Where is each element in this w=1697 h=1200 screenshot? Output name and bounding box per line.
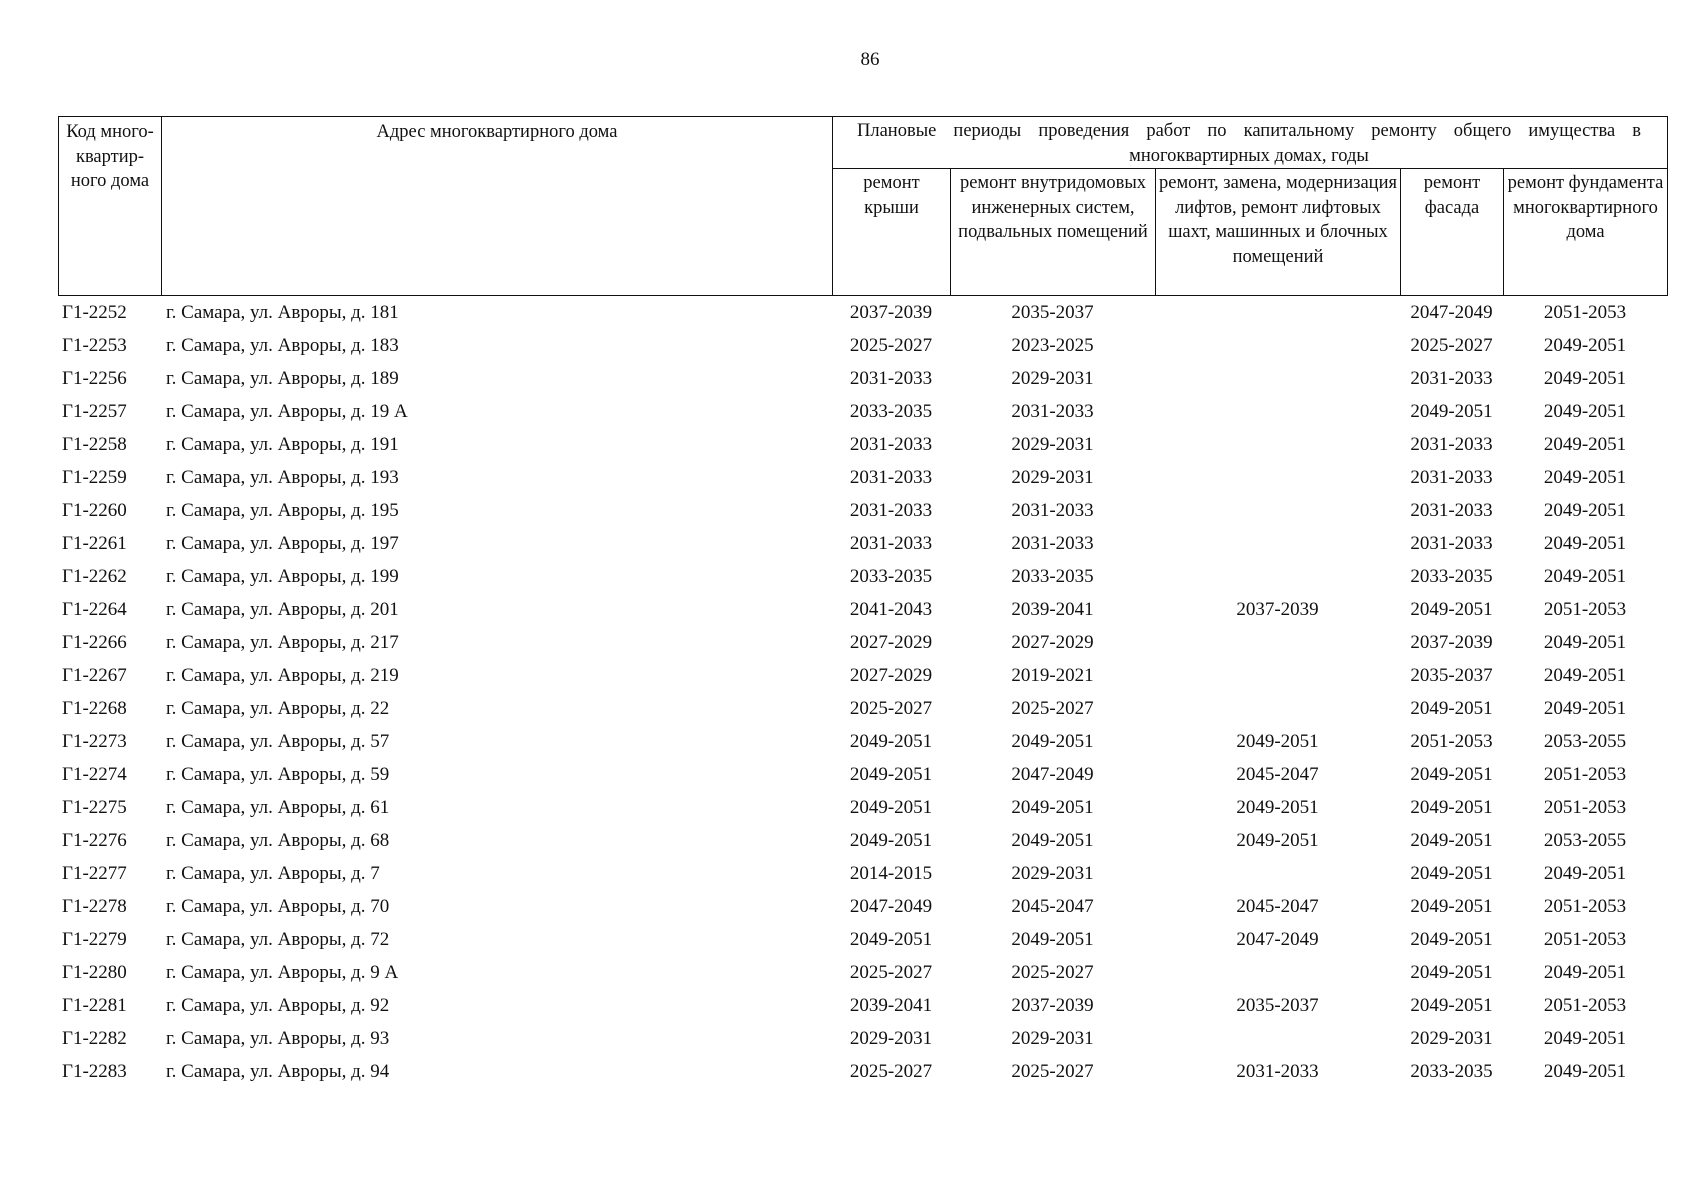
cell-foundation: 2049-2051 bbox=[1543, 367, 1627, 389]
cell-code: Г1-2258 bbox=[62, 433, 127, 455]
cell-elevators: 2049-2051 bbox=[1236, 730, 1319, 752]
cell-engineering: 2037-2039 bbox=[1011, 994, 1094, 1016]
cell-address: г. Самара, ул. Авроры, д. 181 bbox=[166, 301, 399, 323]
cell-address: г. Самара, ул. Авроры, д. 191 bbox=[166, 433, 399, 455]
cell-foundation: 2051-2053 bbox=[1543, 796, 1627, 818]
cell-address: г. Самара, ул. Авроры, д. 61 bbox=[166, 796, 390, 818]
cell-elevators bbox=[1155, 428, 1400, 461]
cell-address: г. Самара, ул. Авроры, д. 22 bbox=[166, 697, 390, 719]
cell-address: г. Самара, ул. Авроры, д. 57 bbox=[166, 730, 390, 752]
page-number: 86 bbox=[860, 49, 880, 70]
cell-engineering: 2029-2031 bbox=[1011, 1027, 1094, 1049]
cell-elevators bbox=[1155, 494, 1400, 527]
cell-foundation: 2049-2051 bbox=[1543, 961, 1627, 983]
cell-elevators bbox=[1155, 329, 1400, 362]
table-row bbox=[58, 857, 1667, 890]
cell-address: г. Самара, ул. Авроры, д. 93 bbox=[166, 1027, 390, 1049]
cell-roof: 2031-2033 bbox=[849, 367, 933, 389]
cell-code: Г1-2279 bbox=[62, 928, 127, 950]
cell-engineering: 2031-2033 bbox=[1011, 499, 1094, 521]
cell-roof: 2025-2027 bbox=[849, 697, 933, 719]
cell-address: г. Самара, ул. Авроры, д. 217 bbox=[166, 631, 399, 653]
cell-elevators bbox=[1155, 1022, 1400, 1055]
cell-facade: 2029-2031 bbox=[1410, 1027, 1493, 1049]
cell-foundation: 2053-2055 bbox=[1543, 829, 1627, 851]
cell-roof: 2031-2033 bbox=[849, 466, 933, 488]
cell-engineering: 2047-2049 bbox=[1011, 763, 1094, 785]
cell-facade: 2025-2027 bbox=[1410, 334, 1493, 356]
table-row bbox=[58, 989, 1667, 1022]
cell-elevators bbox=[1155, 527, 1400, 560]
cell-roof: 2049-2051 bbox=[849, 763, 933, 785]
cell-elevators: 2035-2037 bbox=[1236, 994, 1319, 1016]
cell-engineering: 2039-2041 bbox=[1011, 598, 1094, 620]
header-address: Адрес многоквартирного дома bbox=[162, 117, 833, 296]
cell-facade: 2037-2039 bbox=[1410, 631, 1493, 653]
cell-elevators bbox=[1155, 395, 1400, 428]
table-row bbox=[58, 692, 1667, 725]
cell-address: г. Самара, ул. Авроры, д. 68 bbox=[166, 829, 390, 851]
cell-engineering: 2031-2033 bbox=[1011, 400, 1094, 422]
cell-elevators: 2045-2047 bbox=[1236, 895, 1319, 917]
cell-code: Г1-2259 bbox=[62, 466, 127, 488]
table-row bbox=[58, 956, 1667, 989]
cell-roof: 2037-2039 bbox=[849, 301, 933, 323]
cell-code: Г1-2266 bbox=[62, 631, 127, 653]
table-row bbox=[58, 560, 1667, 593]
cell-address: г. Самара, ул. Авроры, д. 92 bbox=[166, 994, 390, 1016]
table-header bbox=[58, 116, 1668, 296]
cell-engineering: 2049-2051 bbox=[1011, 928, 1094, 950]
cell-roof: 2025-2027 bbox=[849, 961, 933, 983]
table-row bbox=[58, 296, 1667, 329]
cell-foundation: 2053-2055 bbox=[1543, 730, 1627, 752]
cell-foundation: 2049-2051 bbox=[1543, 433, 1627, 455]
header-roof: ремонт крыши bbox=[833, 169, 951, 296]
table-row bbox=[58, 527, 1667, 560]
header-code: Код много-квартир-ного дома bbox=[59, 117, 162, 296]
cell-engineering: 2049-2051 bbox=[1011, 829, 1094, 851]
cell-code: Г1-2256 bbox=[62, 367, 127, 389]
cell-engineering: 2049-2051 bbox=[1011, 796, 1094, 818]
cell-code: Г1-2261 bbox=[62, 532, 127, 554]
cell-roof: 2025-2027 bbox=[849, 334, 933, 356]
cell-address: г. Самара, ул. Авроры, д. 7 bbox=[166, 862, 380, 884]
cell-address: г. Самара, ул. Авроры, д. 19 А bbox=[166, 400, 408, 422]
header-foundation: ремонт фундамента многоквартирного дома bbox=[1504, 169, 1668, 296]
cell-foundation: 2049-2051 bbox=[1543, 334, 1627, 356]
table-row bbox=[58, 890, 1667, 923]
cell-engineering: 2029-2031 bbox=[1011, 367, 1094, 389]
cell-engineering: 2019-2021 bbox=[1011, 664, 1094, 686]
cell-code: Г1-2274 bbox=[62, 763, 127, 785]
cell-engineering: 2035-2037 bbox=[1011, 301, 1094, 323]
cell-address: г. Самара, ул. Авроры, д. 201 bbox=[166, 598, 399, 620]
cell-elevators bbox=[1155, 296, 1400, 329]
cell-facade: 2049-2051 bbox=[1410, 763, 1493, 785]
cell-roof: 2049-2051 bbox=[849, 796, 933, 818]
cell-foundation: 2051-2053 bbox=[1543, 763, 1627, 785]
table-row bbox=[58, 494, 1667, 527]
cell-address: г. Самара, ул. Авроры, д. 70 bbox=[166, 895, 390, 917]
cell-code: Г1-2275 bbox=[62, 796, 127, 818]
cell-code: Г1-2264 bbox=[62, 598, 127, 620]
cell-roof: 2033-2035 bbox=[849, 565, 933, 587]
cell-code: Г1-2277 bbox=[62, 862, 127, 884]
cell-foundation: 2049-2051 bbox=[1543, 400, 1627, 422]
cell-roof: 2047-2049 bbox=[849, 895, 933, 917]
cell-roof: 2031-2033 bbox=[849, 499, 933, 521]
table-row bbox=[58, 626, 1667, 659]
cell-roof: 2049-2051 bbox=[849, 928, 933, 950]
cell-roof: 2033-2035 bbox=[849, 400, 933, 422]
cell-elevators bbox=[1155, 362, 1400, 395]
cell-engineering: 2049-2051 bbox=[1011, 730, 1094, 752]
table-row bbox=[58, 593, 1667, 626]
cell-roof: 2029-2031 bbox=[849, 1027, 933, 1049]
cell-facade: 2049-2051 bbox=[1410, 829, 1493, 851]
cell-facade: 2049-2051 bbox=[1410, 895, 1493, 917]
cell-address: г. Самара, ул. Авроры, д. 94 bbox=[166, 1060, 390, 1082]
cell-facade: 2049-2051 bbox=[1410, 928, 1493, 950]
cell-code: Г1-2252 bbox=[62, 301, 127, 323]
cell-elevators: 2049-2051 bbox=[1236, 796, 1319, 818]
cell-facade: 2031-2033 bbox=[1410, 367, 1493, 389]
cell-engineering: 2045-2047 bbox=[1011, 895, 1094, 917]
cell-foundation: 2049-2051 bbox=[1543, 631, 1627, 653]
cell-foundation: 2051-2053 bbox=[1543, 301, 1627, 323]
cell-facade: 2049-2051 bbox=[1410, 796, 1493, 818]
cell-facade: 2049-2051 bbox=[1410, 961, 1493, 983]
cell-roof: 2027-2029 bbox=[849, 664, 933, 686]
cell-code: Г1-2278 bbox=[62, 895, 127, 917]
cell-code: Г1-2281 bbox=[62, 994, 127, 1016]
cell-foundation: 2049-2051 bbox=[1543, 499, 1627, 521]
cell-code: Г1-2273 bbox=[62, 730, 127, 752]
cell-foundation: 2049-2051 bbox=[1543, 1060, 1627, 1082]
cell-facade: 2033-2035 bbox=[1410, 565, 1493, 587]
table-row bbox=[58, 1022, 1667, 1055]
cell-facade: 2049-2051 bbox=[1410, 697, 1493, 719]
cell-code: Г1-2276 bbox=[62, 829, 127, 851]
table-row bbox=[58, 1055, 1667, 1088]
table-row bbox=[58, 329, 1667, 362]
cell-foundation: 2051-2053 bbox=[1543, 598, 1627, 620]
cell-facade: 2031-2033 bbox=[1410, 433, 1493, 455]
table-row bbox=[58, 362, 1667, 395]
cell-code: Г1-2253 bbox=[62, 334, 127, 356]
table-body bbox=[58, 296, 1667, 1088]
cell-elevators bbox=[1155, 659, 1400, 692]
cell-elevators bbox=[1155, 692, 1400, 725]
table-row bbox=[58, 824, 1667, 857]
cell-roof: 2049-2051 bbox=[849, 829, 933, 851]
cell-facade: 2031-2033 bbox=[1410, 499, 1493, 521]
cell-code: Г1-2280 bbox=[62, 961, 127, 983]
cell-roof: 2031-2033 bbox=[849, 433, 933, 455]
cell-roof: 2025-2027 bbox=[849, 1060, 933, 1082]
table-row bbox=[58, 791, 1667, 824]
cell-elevators: 2047-2049 bbox=[1236, 928, 1319, 950]
cell-facade: 2049-2051 bbox=[1410, 994, 1493, 1016]
cell-foundation: 2049-2051 bbox=[1543, 697, 1627, 719]
cell-address: г. Самара, ул. Авроры, д. 59 bbox=[166, 763, 390, 785]
cell-elevators: 2045-2047 bbox=[1236, 763, 1319, 785]
cell-address: г. Самара, ул. Авроры, д. 9 А bbox=[166, 961, 399, 983]
table-row bbox=[58, 428, 1667, 461]
cell-facade: 2035-2037 bbox=[1410, 664, 1493, 686]
cell-code: Г1-2282 bbox=[62, 1027, 127, 1049]
cell-facade: 2049-2051 bbox=[1410, 862, 1493, 884]
cell-elevators bbox=[1155, 560, 1400, 593]
header-engineering: ремонт внутридомовых инженерных систем, подвальных помещений bbox=[951, 169, 1156, 296]
cell-address: г. Самара, ул. Авроры, д. 219 bbox=[166, 664, 399, 686]
cell-roof: 2041-2043 bbox=[849, 598, 933, 620]
cell-engineering: 2027-2029 bbox=[1011, 631, 1094, 653]
cell-foundation: 2049-2051 bbox=[1543, 466, 1627, 488]
cell-facade: 2047-2049 bbox=[1410, 301, 1493, 323]
cell-facade: 2031-2033 bbox=[1410, 466, 1493, 488]
cell-facade: 2049-2051 bbox=[1410, 598, 1493, 620]
cell-engineering: 2033-2035 bbox=[1011, 565, 1094, 587]
cell-elevators: 2049-2051 bbox=[1236, 829, 1319, 851]
cell-code: Г1-2268 bbox=[62, 697, 127, 719]
cell-engineering: 2025-2027 bbox=[1011, 961, 1094, 983]
cell-roof: 2039-2041 bbox=[849, 994, 933, 1016]
cell-elevators bbox=[1155, 461, 1400, 494]
cell-foundation: 2051-2053 bbox=[1543, 928, 1627, 950]
cell-elevators: 2037-2039 bbox=[1236, 598, 1319, 620]
cell-engineering: 2031-2033 bbox=[1011, 532, 1094, 554]
cell-foundation: 2051-2053 bbox=[1543, 895, 1627, 917]
cell-foundation: 2051-2053 bbox=[1543, 994, 1627, 1016]
cell-address: г. Самара, ул. Авроры, д. 72 bbox=[166, 928, 390, 950]
cell-elevators bbox=[1155, 857, 1400, 890]
cell-address: г. Самара, ул. Авроры, д. 199 bbox=[166, 565, 399, 587]
table-row bbox=[58, 758, 1667, 791]
header-facade: ремонт фасада bbox=[1401, 169, 1504, 296]
cell-elevators bbox=[1155, 956, 1400, 989]
cell-roof: 2031-2033 bbox=[849, 532, 933, 554]
cell-elevators: 2031-2033 bbox=[1236, 1060, 1319, 1082]
cell-foundation: 2049-2051 bbox=[1543, 862, 1627, 884]
cell-engineering: 2029-2031 bbox=[1011, 466, 1094, 488]
cell-engineering: 2025-2027 bbox=[1011, 697, 1094, 719]
cell-address: г. Самара, ул. Авроры, д. 195 bbox=[166, 499, 399, 521]
cell-code: Г1-2260 bbox=[62, 499, 127, 521]
table-row bbox=[58, 725, 1667, 758]
cell-facade: 2031-2033 bbox=[1410, 532, 1493, 554]
table-row bbox=[58, 395, 1667, 428]
table-row bbox=[58, 923, 1667, 956]
header-planned-periods bbox=[833, 117, 1668, 169]
cell-address: г. Самара, ул. Авроры, д. 197 bbox=[166, 532, 399, 554]
cell-foundation: 2049-2051 bbox=[1543, 532, 1627, 554]
cell-address: г. Самара, ул. Авроры, д. 183 bbox=[166, 334, 399, 356]
cell-roof: 2014-2015 bbox=[849, 862, 933, 884]
cell-facade: 2033-2035 bbox=[1410, 1060, 1493, 1082]
cell-code: Г1-2267 bbox=[62, 664, 127, 686]
cell-foundation: 2049-2051 bbox=[1543, 1027, 1627, 1049]
cell-code: Г1-2283 bbox=[62, 1060, 127, 1082]
repair-schedule-table bbox=[58, 116, 1667, 1088]
cell-roof: 2027-2029 bbox=[849, 631, 933, 653]
cell-engineering: 2029-2031 bbox=[1011, 862, 1094, 884]
table-rows bbox=[58, 296, 1667, 1088]
table-row bbox=[58, 461, 1667, 494]
cell-roof: 2049-2051 bbox=[849, 730, 933, 752]
cell-engineering: 2029-2031 bbox=[1011, 433, 1094, 455]
cell-elevators bbox=[1155, 626, 1400, 659]
cell-code: Г1-2262 bbox=[62, 565, 127, 587]
cell-engineering: 2025-2027 bbox=[1011, 1060, 1094, 1082]
table-row bbox=[58, 659, 1667, 692]
cell-code: Г1-2257 bbox=[62, 400, 127, 422]
cell-foundation: 2049-2051 bbox=[1543, 565, 1627, 587]
cell-address: г. Самара, ул. Авроры, д. 193 bbox=[166, 466, 399, 488]
cell-engineering: 2023-2025 bbox=[1011, 334, 1094, 356]
header-elevators: ремонт, замена, модернизация лифтов, ремонт лифтовых шахт, машинных и блочных помещений bbox=[1156, 169, 1401, 296]
cell-address: г. Самара, ул. Авроры, д. 189 bbox=[166, 367, 399, 389]
header-planned-periods-text: Плановые периоды проведения работ по капитальному ремонту общего имущества в многоквартирных домах, годы bbox=[857, 121, 1641, 166]
cell-facade: 2049-2051 bbox=[1410, 400, 1493, 422]
cell-facade: 2051-2053 bbox=[1410, 730, 1493, 752]
cell-foundation: 2049-2051 bbox=[1543, 664, 1627, 686]
